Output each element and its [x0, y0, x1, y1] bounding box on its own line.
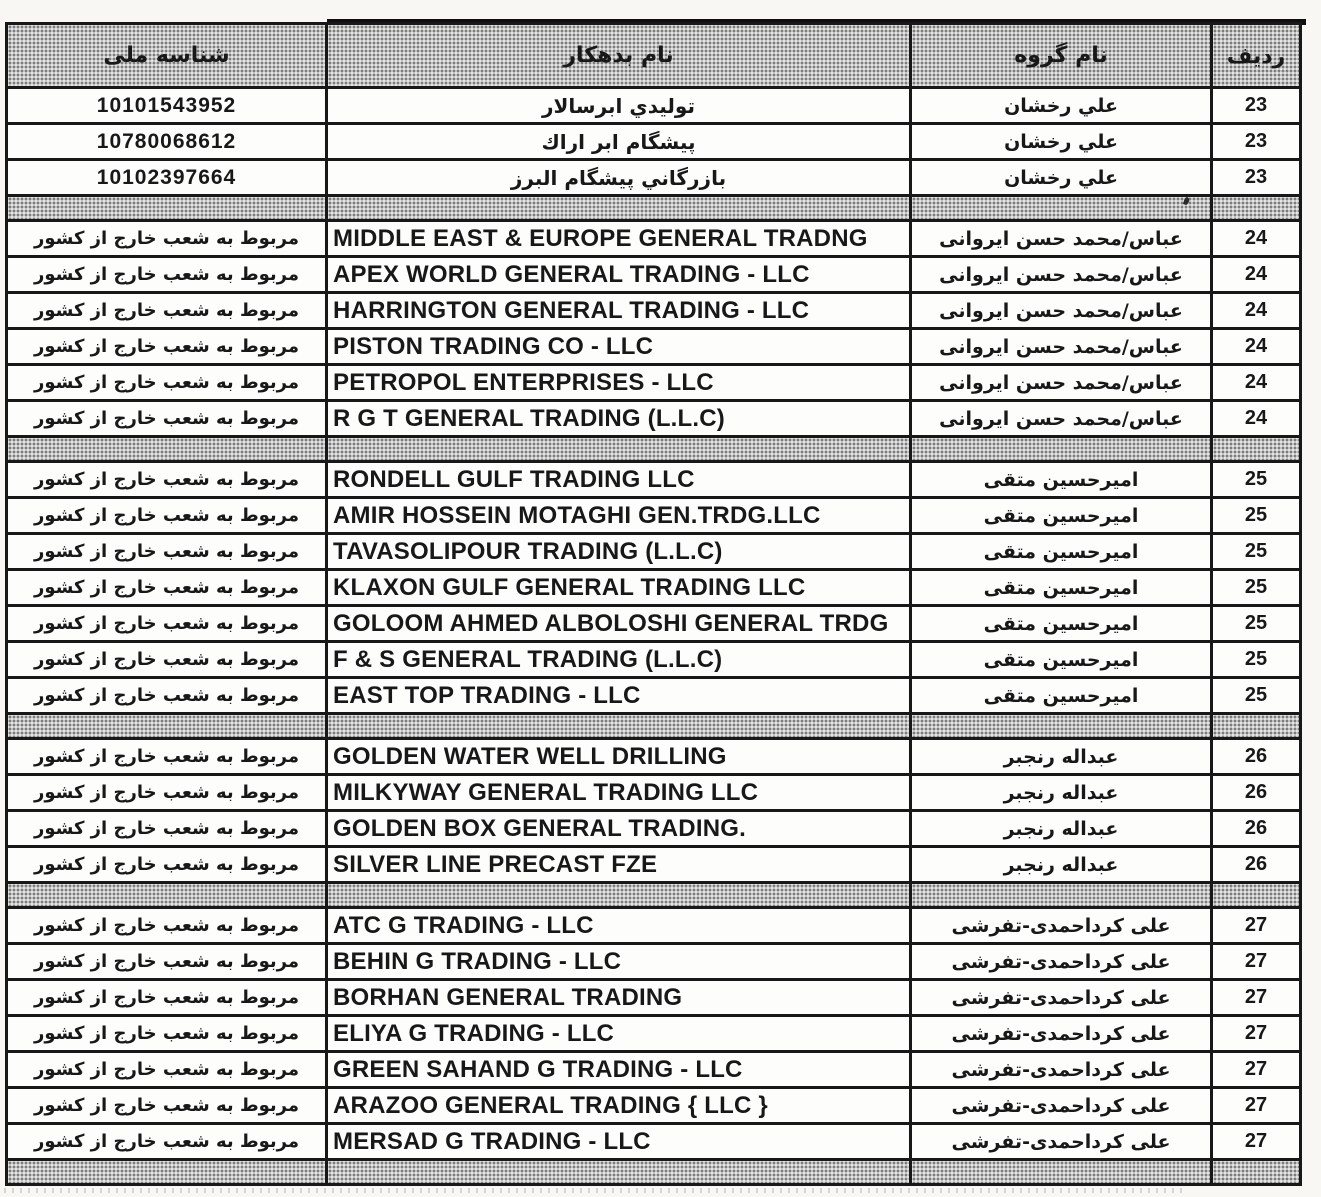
separator-cell: [8, 884, 325, 906]
separator-cell: [909, 884, 1210, 906]
national-id-cell: 10102397664: [96, 165, 237, 189]
separator-cell: [1210, 1161, 1299, 1183]
separator-cell: [1210, 197, 1299, 219]
separator-cell: [8, 1161, 325, 1183]
debtor-name-cell: BEHIN G TRADING - LLC: [325, 945, 909, 978]
table-row: [8, 330, 1299, 366]
table-row: [8, 776, 1299, 812]
separator-cell: [909, 438, 1210, 460]
row-number-cell: 24: [1210, 258, 1299, 291]
debtor-name-cell: PETROPOL ENTERPRISES - LLC: [325, 366, 909, 399]
group-name-cell: عباس/محمد حسن ایروانی: [909, 366, 1210, 399]
table-row: [8, 535, 1299, 571]
debtor-name-cell: ATC G TRADING - LLC: [325, 909, 909, 942]
table-row: [8, 1017, 1299, 1053]
row-number-cell: 25: [1210, 571, 1299, 604]
debtor-name-cell: EAST TOP TRADING - LLC: [325, 679, 909, 712]
separator-cell: [325, 715, 909, 737]
group-name-cell: علي رخشان: [909, 161, 1210, 194]
table-row: [8, 161, 1299, 197]
national-id-cell: مربوط به شعب خارج از کشور: [33, 818, 300, 839]
group-name-cell: علی کرداحمدی-تفرشی: [909, 981, 1210, 1014]
row-number-cell: 25: [1210, 499, 1299, 532]
table-row: [8, 366, 1299, 402]
separator-cell: [8, 438, 325, 460]
row-number-cell: 24: [1210, 222, 1299, 255]
group-name-cell: امیرحسین متقی: [909, 679, 1210, 712]
national-id-cell: مربوط به شعب خارج از کشور: [33, 649, 300, 670]
table-row: [8, 294, 1299, 330]
group-name-cell: امیرحسین متقی: [909, 463, 1210, 496]
table-row: [8, 607, 1299, 643]
debtor-name-cell: PISTON TRADING CO - LLC: [325, 330, 909, 363]
header-radif: ردیف: [1210, 25, 1299, 86]
separator-cell: [909, 197, 1210, 219]
national-id-cell: مربوط به شعب خارج از کشور: [33, 685, 300, 706]
debtor-name-cell: MIDDLE EAST & EUROPE GENERAL TRADNG: [325, 222, 909, 255]
table-row: [8, 1125, 1299, 1161]
group-name-cell: علی کرداحمدی-تفرشی: [909, 1125, 1210, 1158]
row-number-cell: 27: [1210, 1125, 1299, 1158]
row-number-cell: 24: [1210, 330, 1299, 363]
group-name-cell: علي رخشان: [909, 89, 1210, 122]
row-number-cell: 27: [1210, 1089, 1299, 1122]
separator-row: [8, 197, 1299, 222]
group-name-cell: علی کرداحمدی-تفرشی: [909, 1017, 1210, 1050]
debtor-name-cell: ARAZOO GENERAL TRADING { LLC }: [325, 1089, 909, 1122]
national-id-cell: مربوط به شعب خارج از کشور: [33, 228, 300, 249]
debtor-name-cell: GOLDEN BOX GENERAL TRADING.: [325, 812, 909, 845]
national-id-cell: مربوط به شعب خارج از کشور: [33, 1059, 300, 1080]
national-id-cell: مربوط به شعب خارج از کشور: [33, 1095, 300, 1116]
debtor-name-cell: پيشگام ابر اراك: [325, 125, 909, 158]
national-id-cell: مربوط به شعب خارج از کشور: [33, 854, 300, 875]
row-number-cell: 27: [1210, 1053, 1299, 1086]
debtor-name-cell: GOLDEN WATER WELL DRILLING: [325, 740, 909, 773]
debtor-name-cell: ELIYA G TRADING - LLC: [325, 1017, 909, 1050]
table-row: [8, 945, 1299, 981]
header-national-id: شناسه ملی: [8, 25, 325, 86]
row-number-cell: 27: [1210, 981, 1299, 1014]
row-number-cell: 24: [1210, 294, 1299, 327]
table-row: [8, 571, 1299, 607]
debtor-name-cell: TAVASOLIPOUR TRADING (L.L.C): [325, 535, 909, 568]
national-id-cell: مربوط به شعب خارج از کشور: [33, 336, 300, 357]
group-name-cell: امیرحسین متقی: [909, 499, 1210, 532]
national-id-cell: مربوط به شعب خارج از کشور: [33, 577, 300, 598]
national-id-cell: مربوط به شعب خارج از کشور: [33, 372, 300, 393]
header-row: [8, 25, 1299, 89]
national-id-cell: مربوط به شعب خارج از کشور: [33, 1131, 300, 1152]
group-name-cell: عبداله رنجبر: [909, 848, 1210, 881]
group-name-cell: عباس/محمد حسن ایروانی: [909, 258, 1210, 291]
national-id-cell: مربوط به شعب خارج از کشور: [33, 951, 300, 972]
debtor-name-cell: توليدي ابرسالار: [325, 89, 909, 122]
debtor-name-cell: SILVER LINE PRECAST FZE: [325, 848, 909, 881]
header-group-name: نام گروه: [909, 25, 1210, 86]
row-number-cell: 23: [1210, 161, 1299, 194]
debtor-name-cell: بازرگاني پيشگام البرز: [325, 161, 909, 194]
debtor-name-cell: F & S GENERAL TRADING (L.L.C): [325, 643, 909, 676]
group-name-cell: عباس/محمد حسن ایروانی: [909, 294, 1210, 327]
debtor-name-cell: MILKYWAY GENERAL TRADING LLC: [325, 776, 909, 809]
row-number-cell: 25: [1210, 535, 1299, 568]
row-number-cell: 25: [1210, 607, 1299, 640]
debtor-name-cell: RONDELL GULF TRADING LLC: [325, 463, 909, 496]
row-number-cell: 26: [1210, 776, 1299, 809]
table-row: [8, 1053, 1299, 1089]
scan-bottom-noise: [4, 1188, 1184, 1193]
group-name-cell: امیرحسین متقی: [909, 607, 1210, 640]
separator-cell: [325, 438, 909, 460]
table-row: [8, 848, 1299, 884]
group-name-cell: علي رخشان: [909, 125, 1210, 158]
debtor-name-cell: KLAXON GULF GENERAL TRADING LLC: [325, 571, 909, 604]
row-number-cell: 25: [1210, 643, 1299, 676]
table-row: [8, 499, 1299, 535]
row-number-cell: 23: [1210, 89, 1299, 122]
national-id-cell: مربوط به شعب خارج از کشور: [33, 469, 300, 490]
separator-row: [8, 884, 1299, 909]
national-id-cell: مربوط به شعب خارج از کشور: [33, 1023, 300, 1044]
separator-row: [8, 438, 1299, 463]
row-number-cell: 23: [1210, 125, 1299, 158]
table-row: [8, 402, 1299, 438]
row-number-cell: 26: [1210, 740, 1299, 773]
row-number-cell: 27: [1210, 945, 1299, 978]
national-id-cell: مربوط به شعب خارج از کشور: [33, 300, 300, 321]
separator-cell: [325, 884, 909, 906]
table-row: [8, 89, 1299, 125]
national-id-cell: مربوط به شعب خارج از کشور: [33, 408, 300, 429]
table-row: [8, 258, 1299, 294]
national-id-cell: 10780068612: [96, 129, 237, 153]
row-number-cell: 27: [1210, 909, 1299, 942]
row-number-cell: 24: [1210, 402, 1299, 435]
national-id-cell: مربوط به شعب خارج از کشور: [33, 613, 300, 634]
header-debtor-name: نام بدهکار: [325, 25, 909, 86]
separator-cell: [325, 197, 909, 219]
table-row: [8, 679, 1299, 715]
row-number-cell: 27: [1210, 1017, 1299, 1050]
table-row: [8, 909, 1299, 945]
national-id-cell: مربوط به شعب خارج از کشور: [33, 915, 300, 936]
group-name-cell: امیرحسین متقی: [909, 535, 1210, 568]
group-name-cell: عبداله رنجبر: [909, 776, 1210, 809]
group-name-cell: امیرحسین متقی: [909, 571, 1210, 604]
group-name-cell: علی کرداحمدی-تفرشی: [909, 1089, 1210, 1122]
debtor-name-cell: GOLOOM AHMED ALBOLOSHI GENERAL TRDG: [325, 607, 909, 640]
debtors-table: [5, 22, 1302, 1186]
national-id-cell: مربوط به شعب خارج از کشور: [33, 987, 300, 1008]
debtor-name-cell: AMIR HOSSEIN MOTAGHI GEN.TRDG.LLC: [325, 499, 909, 532]
separator-row: [8, 715, 1299, 740]
national-id-cell: مربوط به شعب خارج از کشور: [33, 264, 300, 285]
national-id-cell: مربوط به شعب خارج از کشور: [33, 746, 300, 767]
debtor-name-cell: MERSAD G TRADING - LLC: [325, 1125, 909, 1158]
table-row: [8, 981, 1299, 1017]
row-number-cell: 25: [1210, 679, 1299, 712]
table-row: [8, 222, 1299, 258]
separator-cell: [8, 197, 325, 219]
separator-cell: [8, 715, 325, 737]
separator-cell: [1210, 715, 1299, 737]
debtor-name-cell: BORHAN GENERAL TRADING: [325, 981, 909, 1014]
group-name-cell: امیرحسین متقی: [909, 643, 1210, 676]
table-row: [8, 643, 1299, 679]
table-row: [8, 125, 1299, 161]
row-number-cell: 26: [1210, 848, 1299, 881]
row-number-cell: 24: [1210, 366, 1299, 399]
group-name-cell: عباس/محمد حسن ایروانی: [909, 222, 1210, 255]
group-name-cell: عباس/محمد حسن ایروانی: [909, 330, 1210, 363]
debtor-name-cell: R G T GENERAL TRADING (L.L.C): [325, 402, 909, 435]
group-name-cell: عبداله رنجبر: [909, 812, 1210, 845]
table-row: [8, 1089, 1299, 1125]
group-name-cell: عبداله رنجبر: [909, 740, 1210, 773]
group-name-cell: علی کرداحمدی-تفرشی: [909, 909, 1210, 942]
table-row: [8, 463, 1299, 499]
separator-cell: [325, 1161, 909, 1183]
table-row: [8, 812, 1299, 848]
group-name-cell: عباس/محمد حسن ایروانی: [909, 402, 1210, 435]
row-number-cell: 26: [1210, 812, 1299, 845]
table-row: [8, 740, 1299, 776]
separator-row: [8, 1161, 1299, 1183]
national-id-cell: 10101543952: [96, 93, 237, 117]
separator-cell: [1210, 438, 1299, 460]
national-id-cell: مربوط به شعب خارج از کشور: [33, 505, 300, 526]
group-name-cell: علی کرداحمدی-تفرشی: [909, 945, 1210, 978]
debtor-name-cell: HARRINGTON GENERAL TRADING - LLC: [325, 294, 909, 327]
separator-cell: [909, 1161, 1210, 1183]
separator-cell: [909, 715, 1210, 737]
debtor-name-cell: GREEN SAHAND G TRADING - LLC: [325, 1053, 909, 1086]
row-number-cell: 25: [1210, 463, 1299, 496]
group-name-cell: علی کرداحمدی-تفرشی: [909, 1053, 1210, 1086]
debtor-name-cell: APEX WORLD GENERAL TRADING - LLC: [325, 258, 909, 291]
separator-cell: [1210, 884, 1299, 906]
national-id-cell: مربوط به شعب خارج از کشور: [33, 541, 300, 562]
national-id-cell: مربوط به شعب خارج از کشور: [33, 782, 300, 803]
